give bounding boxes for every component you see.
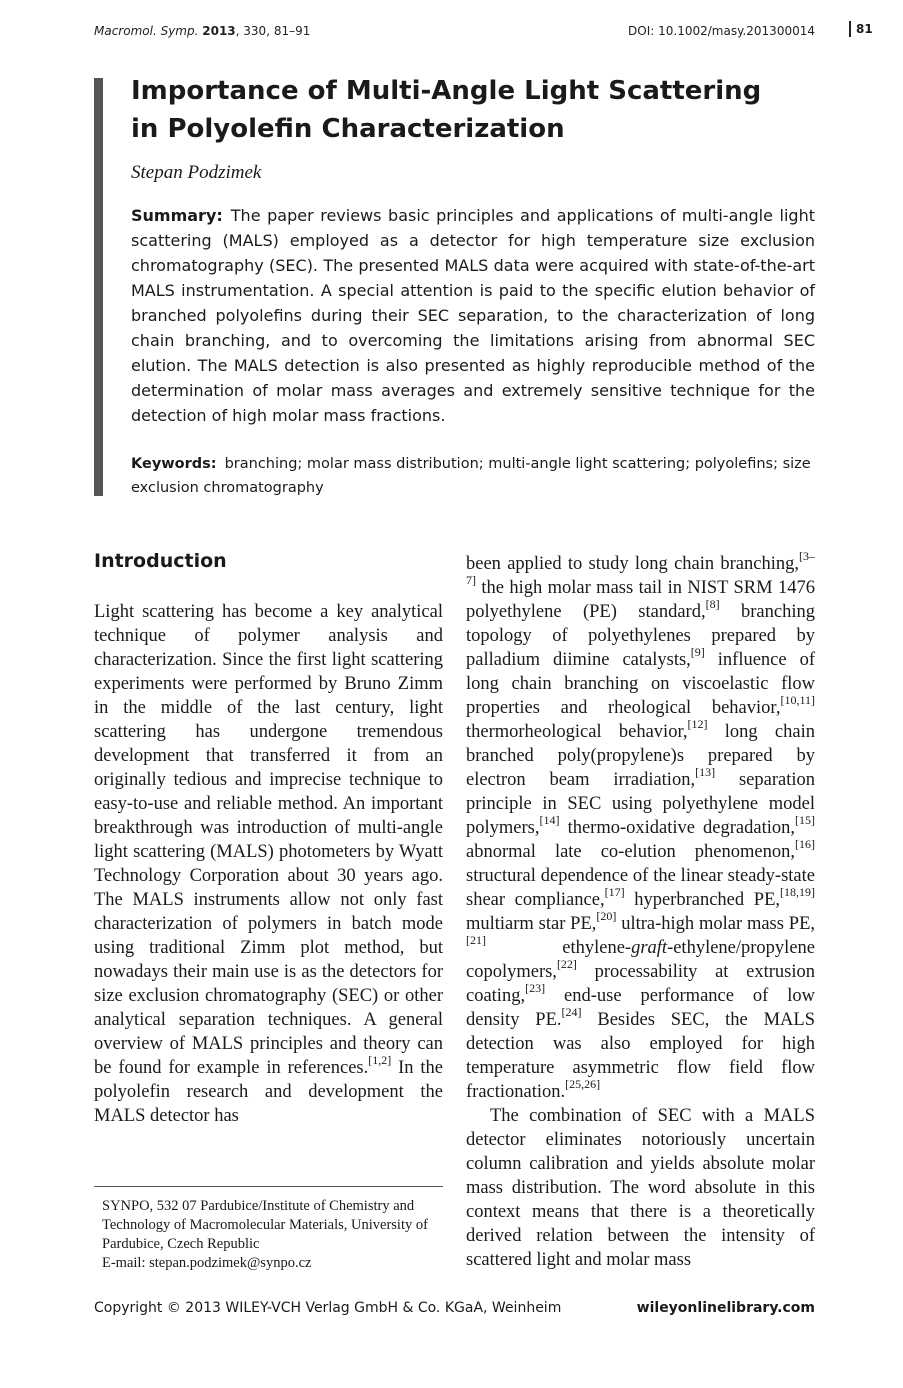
citation[interactable]: [9] xyxy=(690,644,705,659)
keywords xyxy=(131,452,815,500)
intro-text: -ethylene/propylene copolymers, xyxy=(466,938,815,982)
citation[interactable]: [14] xyxy=(539,812,560,827)
intro-text: ethylene- xyxy=(486,938,632,958)
title-accent-bar xyxy=(94,78,103,496)
section-heading-introduction: Introduction xyxy=(94,550,227,572)
intro-text: In the polyolefin research and development the MALS detector has xyxy=(94,1058,443,1126)
citation[interactable]: [1,2] xyxy=(368,1052,392,1067)
citation[interactable]: [22] xyxy=(556,956,577,971)
intro-text: abnormal late co-elution phenomenon, xyxy=(466,842,795,862)
journal-year: 2013 xyxy=(202,24,236,38)
journal-pages: , 330, 81–91 xyxy=(235,24,311,38)
copyright: Copyright © 2013 WILEY-VCH Verlag GmbH & Co. KGaA, Weinheim xyxy=(94,1300,562,1316)
citation[interactable]: [18,19] xyxy=(780,884,816,899)
intro-text: end-use performance of low density PE. xyxy=(466,986,815,1030)
intro-text: structural dependence of the linear steady-state shear compliance, xyxy=(466,866,815,910)
page-number: 81 xyxy=(849,21,873,37)
intro-text: thermo-oxidative degradation, xyxy=(559,818,795,838)
author-email[interactable]: E-mail: stepan.podzimek@synpo.cz xyxy=(102,1255,312,1271)
citation[interactable]: [15] xyxy=(795,812,815,827)
article-title xyxy=(131,72,771,148)
intro-text: ultra-high molar mass PE, xyxy=(616,914,815,934)
footnote-divider xyxy=(94,1186,443,1187)
citation[interactable]: [12] xyxy=(687,716,708,731)
article-title-line-2: in Polyolefin Characterization xyxy=(131,114,565,144)
citation[interactable]: [8] xyxy=(705,596,720,611)
summary xyxy=(131,203,815,428)
intro-text: the high molar mass tail in NIST SRM 1476 polyethylene (PE) standard, xyxy=(466,578,815,622)
keywords-text: branching; molar mass distribution; multi-angle light scattering; polyolefins; size exclusion chromatography xyxy=(131,456,811,496)
intro-text: Light scattering has become a key analytical technique of polymer analysis and characterization. Since the first light scattering experiments were performed by Bruno Zimm in the middle of the last century, light scattering has undergone tremendous development that transferred it from an originally tedious and imprecise technique to easy-to-use and reliable method. An important breakthrough was introduction of multi-angle light scattering (MALS) photometers by Wyatt Technology Corporation about 30 years ago. The MALS instruments allow not only fast characterization of polymers in batch mode using traditional Zimm plot method, but nowadays their main use is as the detectors for size exclusion chromatography (SEC) or other analytical separation techniques. A general overview of MALS principles and theory can be found for example in references. xyxy=(94,602,443,1078)
citation[interactable]: [25,26] xyxy=(565,1076,601,1091)
citation[interactable]: [3–7] xyxy=(466,548,815,587)
citation[interactable]: [23] xyxy=(525,980,546,995)
citation[interactable]: [21] xyxy=(466,932,486,947)
intro-text-italic: graft xyxy=(631,938,668,958)
doi[interactable]: DOI: 10.1002/masy.201300014 xyxy=(628,24,815,38)
keywords-label: Keywords: xyxy=(131,456,217,472)
author: Stepan Podzimek xyxy=(131,162,262,183)
intro-text: processability at extrusion coating, xyxy=(466,962,815,1006)
citation[interactable]: [10,11] xyxy=(780,692,815,707)
intro-text: thermorheological behavior, xyxy=(466,722,688,742)
summary-text: The paper reviews basic principles and applications of multi-angle light scattering (MALS) employed as a detector for high temperature size exclusion chromatography (SEC). The presented MALS data were acquired with state-of-the-art MALS instrumentation. A special attention is paid to the specific elution behavior of branched polyolefins during their SEC separation, to the characterization of long chain branching, and to overcoming the limitations arising from abnormal SEC elution. The MALS detection is also presented as highly reproducible method of the determination of molar mass averages and extremely sensitive technique for the detection of high molar mass fractions. xyxy=(131,206,815,425)
citation[interactable]: [24] xyxy=(561,1004,582,1019)
intro-paragraph xyxy=(466,548,816,1104)
intro-text: separation principle in SEC using polyethylene model polymers, xyxy=(466,770,815,838)
article-title-line-1: Importance of Multi-Angle Light Scattering xyxy=(131,76,762,106)
intro-text: long chain branched poly(propylene)s prepared by electron beam irradiation, xyxy=(466,722,815,790)
intro-text: influence of long chain branching on viscoelastic flow properties and rheological behavior, xyxy=(466,650,815,718)
intro-text: branching topology of polyethylenes prepared by palladium diimine catalysts, xyxy=(466,602,815,670)
footnote xyxy=(102,1197,443,1273)
intro-paragraph: The combination of SEC with a MALS detector eliminates notoriously uncertain column calibration and yields absolute molar mass distribution. The word absolute in this context means that there is a theoretically derived relation between the intensity of scattered light and molar mass xyxy=(466,1106,815,1270)
intro-text: Besides SEC, the MALS detection was also employed for high temperature asymmetric flow field flow fractionation. xyxy=(466,1010,816,1102)
introduction-right-column xyxy=(466,548,816,1272)
website-link[interactable]: wileyonlinelibrary.com xyxy=(636,1300,815,1316)
journal-name: Macromol. Symp. xyxy=(94,24,199,38)
citation[interactable]: [16] xyxy=(795,836,815,851)
intro-text: been applied to study long chain branching, xyxy=(466,554,799,574)
introduction-left-column xyxy=(94,600,443,1128)
citation[interactable]: [20] xyxy=(596,908,617,923)
summary-label: Summary: xyxy=(131,206,223,225)
intro-text: hyperbranched PE, xyxy=(624,890,781,910)
intro-text: multiarm star PE, xyxy=(466,914,597,934)
citation[interactable]: [17] xyxy=(604,884,625,899)
affiliation: SYNPO, 532 07 Pardubice/Institute of Chemistry and Technology of Macromolecular Materials, University of Pardubice, Czech Republic xyxy=(102,1198,428,1252)
citation[interactable]: [13] xyxy=(695,764,716,779)
journal-citation xyxy=(94,24,310,38)
